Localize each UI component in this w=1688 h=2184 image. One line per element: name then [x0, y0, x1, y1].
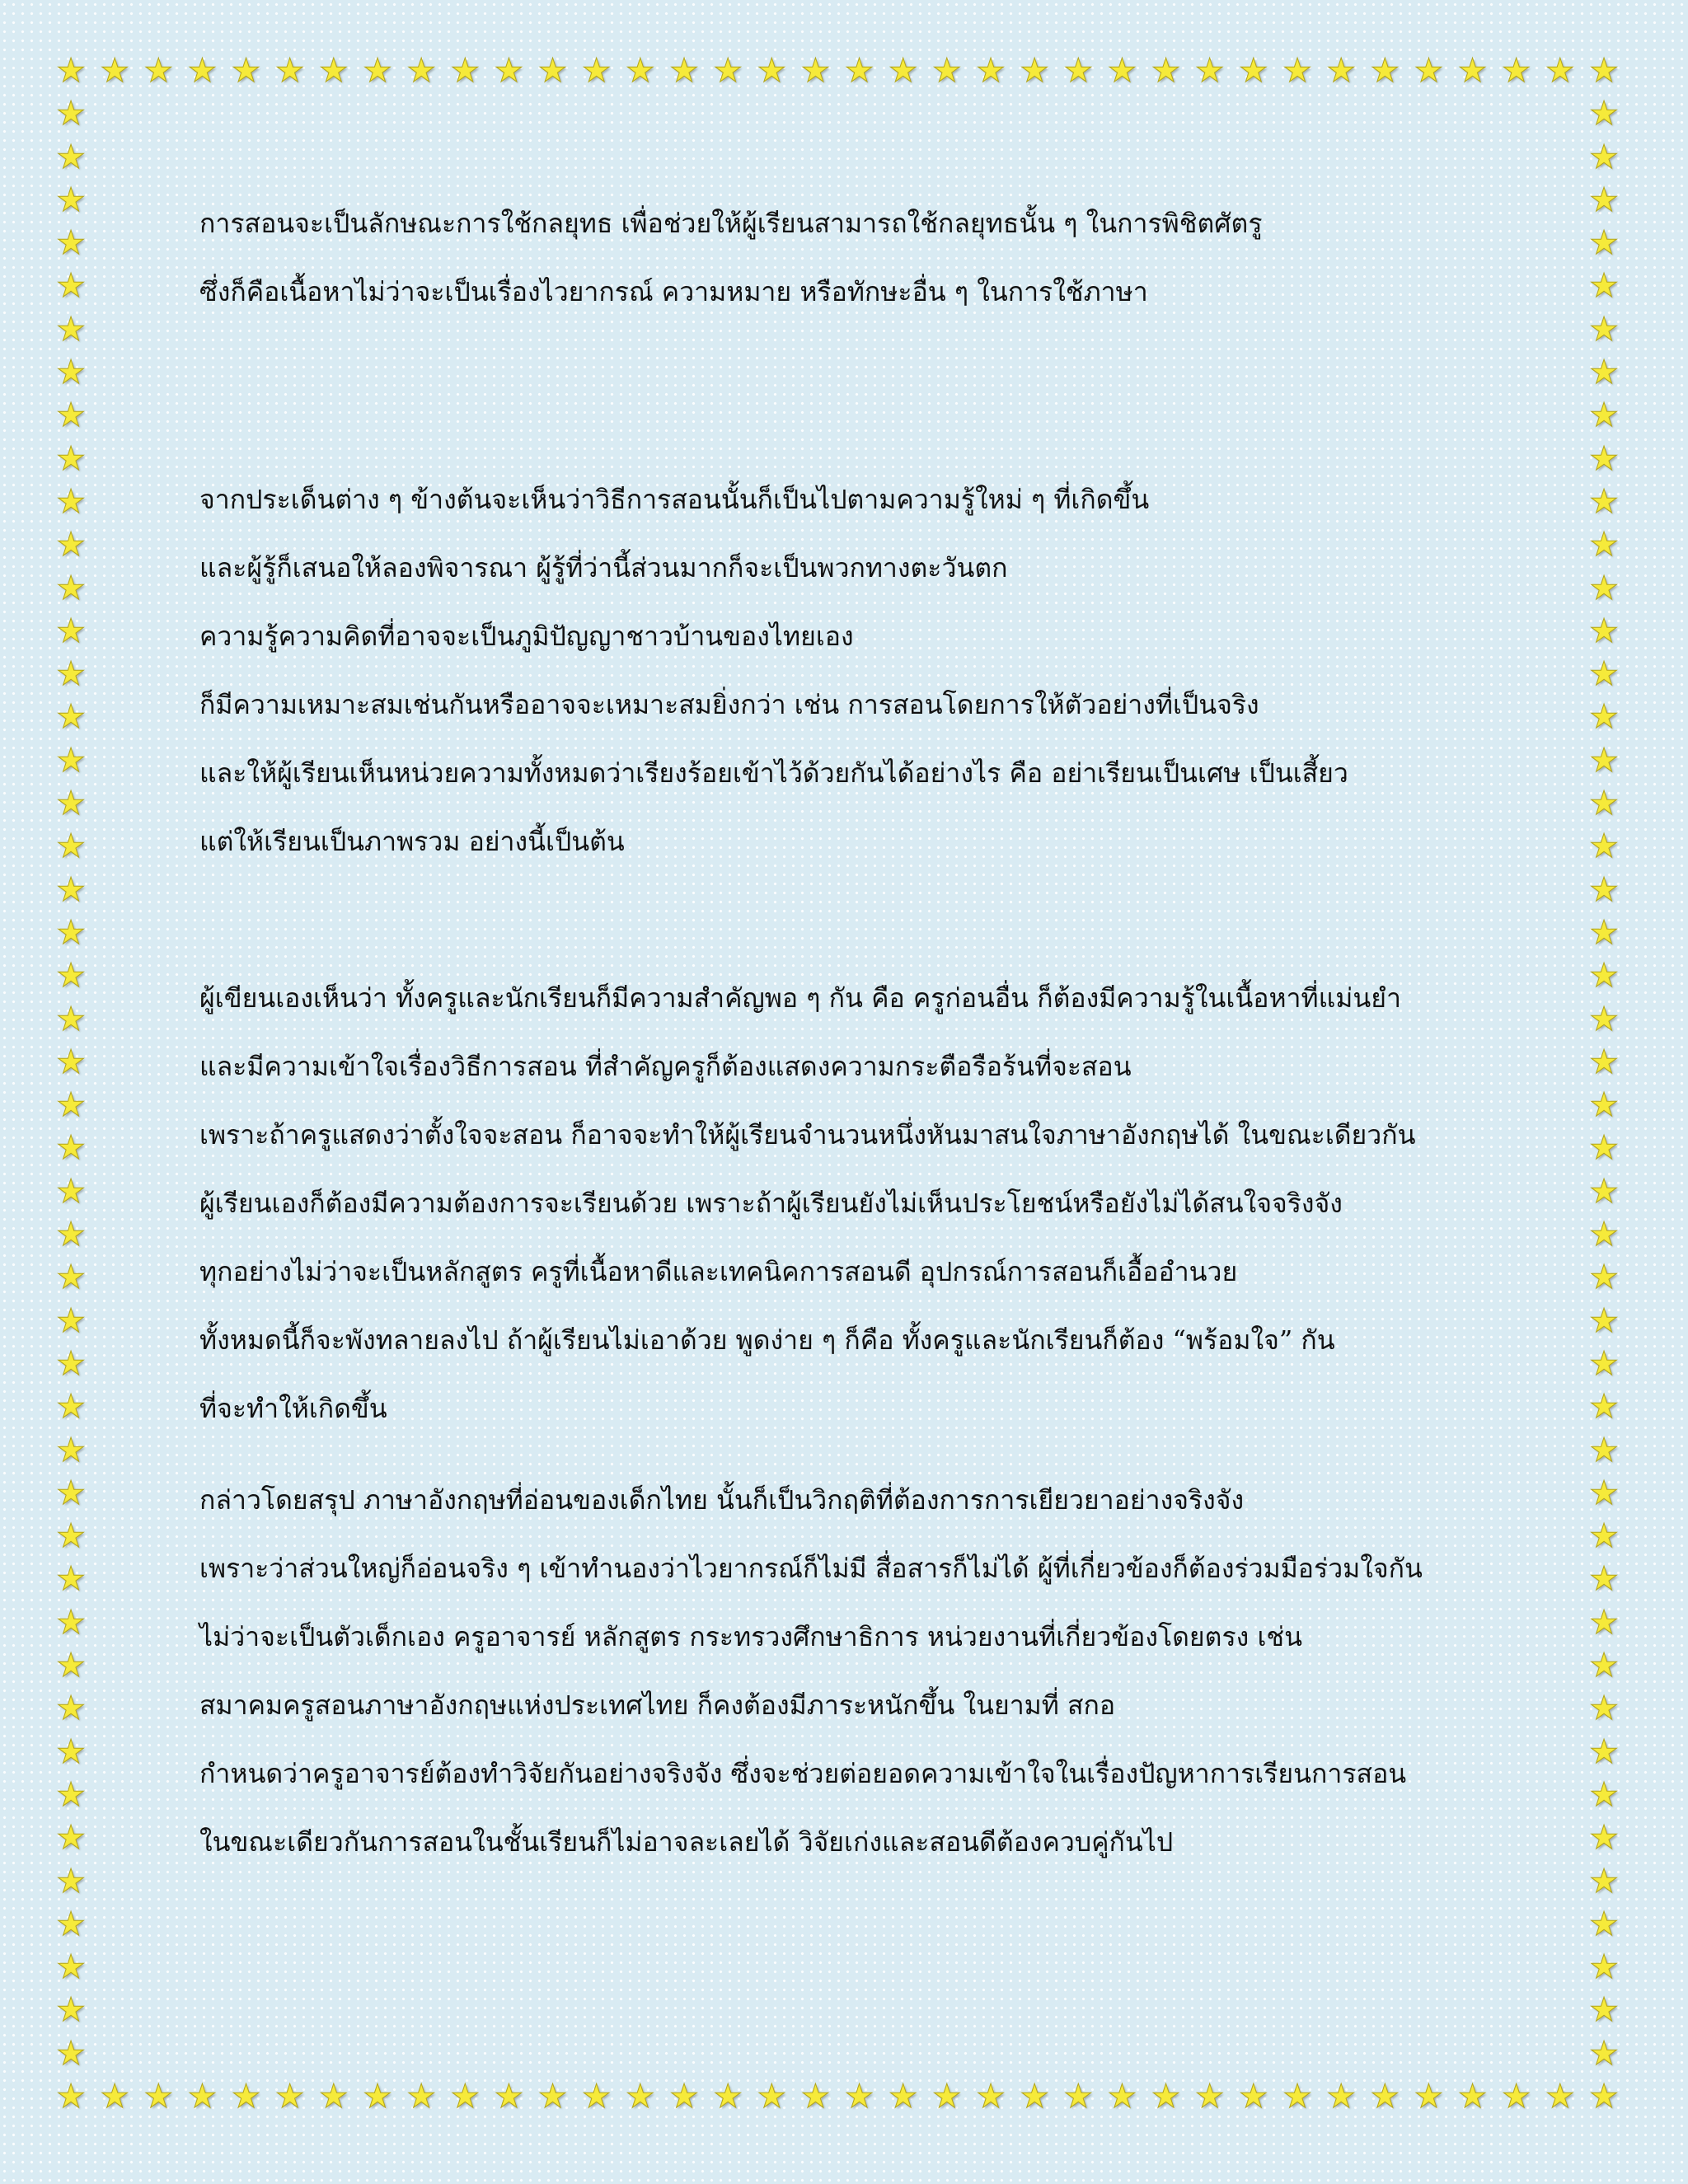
- star-icon: ★: [56, 655, 86, 694]
- star-icon: ★: [56, 1172, 86, 1211]
- star-icon: ★: [231, 2078, 261, 2116]
- star-icon: ★: [1589, 957, 1619, 996]
- star-icon: ★: [1589, 482, 1619, 521]
- star-icon: ★: [56, 913, 86, 952]
- star-icon: ★: [1063, 52, 1094, 90]
- star-icon: ★: [581, 2078, 612, 2116]
- text-line: ผู้เรียนเองก็ต้องมีความต้องการจะเรียนด้วย เพราะถ้าผู้เรียนยังไม่เห็นประโยชน์หรือยังไม่ได้สนใจจริงจัง: [199, 1188, 1343, 1219]
- star-icon: ★: [450, 52, 481, 90]
- star-icon: ★: [56, 1603, 86, 1642]
- star-icon: ★: [56, 267, 86, 306]
- star-icon: ★: [713, 2078, 743, 2116]
- star-icon: ★: [1107, 52, 1137, 90]
- star-icon: ★: [1589, 741, 1619, 780]
- star-icon: ★: [1589, 1129, 1619, 1168]
- star-icon: ★: [1063, 2078, 1094, 2116]
- text-line: เพราะว่าส่วนใหญ่ก็อ่อนจริง ๆ เข้าทำนองว่าไวยากรณ์ก็ไม่มี สื่อสารก็ไม่ได้ ผู้ที่เกี่ยวข้องก็ต้องร่วมมือร่วมใจกัน: [199, 1553, 1423, 1584]
- star-icon: ★: [1589, 526, 1619, 565]
- star-icon: ★: [56, 1560, 86, 1599]
- star-icon: ★: [274, 52, 305, 90]
- star-icon: ★: [1370, 2078, 1400, 2116]
- text-line: ซึ่งก็คือเนื้อหาไม่ว่าจะเป็นเรื่องไวยากรณ์ ความหมาย หรือทักษะอื่น ๆ ในการใช้ภาษา: [199, 276, 1148, 307]
- star-icon: ★: [56, 396, 86, 435]
- star-icon: ★: [1151, 52, 1181, 90]
- star-icon: ★: [581, 52, 612, 90]
- star-icon: ★: [1589, 1258, 1619, 1297]
- star-icon: ★: [143, 52, 174, 90]
- star-icon: ★: [56, 1258, 86, 1297]
- star-icon: ★: [56, 1388, 86, 1427]
- star-icon: ★: [56, 310, 86, 349]
- star-icon: ★: [274, 2078, 305, 2116]
- star-icon: ★: [56, 1000, 86, 1038]
- star-icon: ★: [56, 1301, 86, 1340]
- star-icon: ★: [56, 1991, 86, 2030]
- star-icon: ★: [669, 2078, 699, 2116]
- star-icon: ★: [56, 698, 86, 737]
- star-icon: ★: [187, 2078, 218, 2116]
- text-line: ที่จะทำให้เกิดขึ้น: [199, 1393, 387, 1424]
- star-icon: ★: [669, 52, 699, 90]
- star-icon: ★: [1414, 2078, 1444, 2116]
- star-icon: ★: [1589, 785, 1619, 823]
- star-icon: ★: [56, 482, 86, 521]
- star-icon: ★: [56, 224, 86, 263]
- text-line: ก็มีความเหมาะสมเช่นกันหรืออาจจะเหมาะสมยิ่งกว่า เช่น การสอนโดยการให้ตัวอย่างที่เป็นจริง: [199, 689, 1259, 720]
- star-icon: ★: [713, 52, 743, 90]
- paragraph-4: [199, 1466, 1535, 1877]
- star-icon: ★: [318, 2078, 349, 2116]
- star-icon: ★: [56, 526, 86, 565]
- star-icon: ★: [1589, 396, 1619, 435]
- star-icon: ★: [1282, 52, 1312, 90]
- star-icon: ★: [1589, 224, 1619, 263]
- star-icon: ★: [1589, 180, 1619, 219]
- star-icon: ★: [1545, 2078, 1575, 2116]
- star-icon: ★: [1589, 1216, 1619, 1254]
- star-icon: ★: [1589, 1862, 1619, 1900]
- star-icon: ★: [1501, 2078, 1531, 2116]
- star-icon: ★: [494, 52, 524, 90]
- text-line: ทั้งหมดนี้ก็จะพังทลายลงไป ถ้าผู้เรียนไม่เอาด้วย พูดง่าย ๆ ก็คือ ทั้งครูและนักเรียนก็ต้อง “พร้อมใจ” กัน: [199, 1324, 1335, 1356]
- text-line: แต่ให้เรียนเป็นภาพรวม อย่างนี้เป็นต้น: [199, 826, 625, 857]
- star-icon: ★: [56, 957, 86, 996]
- star-icon: ★: [56, 1862, 86, 1900]
- star-icon: ★: [318, 52, 349, 90]
- star-icon: ★: [494, 2078, 524, 2116]
- star-icon: ★: [1589, 1086, 1619, 1125]
- star-icon: ★: [537, 52, 568, 90]
- star-icon: ★: [56, 1086, 86, 1125]
- text-line: และมีความเข้าใจเรื่องวิธีการสอน ที่สำคัญครูก็ต้องแสดงความกระตือรือร้นที่จะสอน: [199, 1051, 1132, 1082]
- star-icon: ★: [931, 2078, 962, 2116]
- star-icon: ★: [56, 1431, 86, 1469]
- star-icon: ★: [1589, 1474, 1619, 1512]
- star-icon: ★: [1589, 655, 1619, 694]
- star-icon: ★: [56, 180, 86, 219]
- star-icon: ★: [800, 2078, 831, 2116]
- star-icon: ★: [1194, 52, 1225, 90]
- star-icon: ★: [56, 1732, 86, 1771]
- star-icon: ★: [143, 2078, 174, 2116]
- star-icon: ★: [56, 1775, 86, 1814]
- text-line: กล่าวโดยสรุป ภาษาอังกฤษที่อ่อนของเด็กไทย นั้นก็เป็นวิกฤติที่ต้องการการเยียวยาอย่างจริงจัง: [199, 1484, 1245, 1516]
- star-icon: ★: [1589, 1301, 1619, 1340]
- star-icon: ★: [56, 870, 86, 909]
- star-icon: ★: [1020, 2078, 1050, 2116]
- star-icon: ★: [844, 2078, 874, 2116]
- star-icon: ★: [1589, 1905, 1619, 1943]
- text-line: จากประเด็นต่าง ๆ ข้างต้นจะเห็นว่าวิธีการสอนนั้นก็เป็นไปตามความรู้ใหม่ ๆ ที่เกิดขึ้น: [199, 484, 1150, 515]
- star-icon: ★: [56, 827, 86, 866]
- star-icon: ★: [56, 1905, 86, 1943]
- text-line: ผู้เขียนเองเห็นว่า ทั้งครูและนักเรียนก็มีความสำคัญพอ ๆ กัน คือ ครูก่อนอื่น ก็ต้องมีความรู้ในเนื้อหาที่แม่นยำ: [199, 982, 1401, 1014]
- star-icon: ★: [56, 1517, 86, 1556]
- star-icon: ★: [56, 1344, 86, 1383]
- text-line: ทุกอย่างไม่ว่าจะเป็นหลักสูตร ครูที่เนื้อหาดีและเทคนิคการสอนดี อุปกรณ์การสอนก็เอื้ออำนวย: [199, 1256, 1238, 1287]
- star-icon: ★: [1414, 52, 1444, 90]
- star-icon: ★: [56, 785, 86, 823]
- paragraph-3: [199, 964, 1535, 1443]
- star-icon: ★: [1589, 1431, 1619, 1469]
- star-icon: ★: [1020, 52, 1050, 90]
- star-icon: ★: [56, 1819, 86, 1858]
- star-icon: ★: [1589, 870, 1619, 909]
- star-icon: ★: [1545, 52, 1575, 90]
- text-line: เพราะถ้าครูแสดงว่าตั้งใจจะสอน ก็อาจจะทำให้ผู้เรียนจำนวนหนึ่งหันมาสนใจภาษาอังกฤษได้ ในขณะเดียวกัน: [199, 1119, 1416, 1151]
- star-icon: ★: [1589, 612, 1619, 650]
- star-icon: ★: [100, 52, 130, 90]
- star-icon: ★: [844, 52, 874, 90]
- text-line: ไม่ว่าจะเป็นตัวเด็กเอง ครูอาจารย์ หลักสูตร กระทรวงศึกษาธิการ หน่วยงานที่เกี่ยวข้องโดยตรง เช่น: [199, 1621, 1302, 1652]
- star-icon: ★: [1589, 1647, 1619, 1685]
- star-icon: ★: [1238, 52, 1268, 90]
- text-line: ในขณะเดียวกันการสอนในชั้นเรียนก็ไม่อาจละเลยได้ วิจัยเก่งและสอนดีต้องควบคู่กันไป: [199, 1826, 1174, 1858]
- text-line: กำหนดว่าครูอาจารย์ต้องทำวิจัยกันอย่างจริงจัง ซึ่งจะช่วยต่อยอดความเข้าใจในเรื่องปัญหาการเรียนการสอน: [199, 1758, 1407, 1789]
- star-icon: ★: [1589, 1690, 1619, 1728]
- star-icon: ★: [1501, 52, 1531, 90]
- star-icon: ★: [1589, 1603, 1619, 1642]
- star-icon: ★: [1589, 1948, 1619, 1987]
- star-icon: ★: [1107, 2078, 1137, 2116]
- text-line: ความรู้ความคิดที่อาจจะเป็นภูมิปัญญาชาวบ้านของไทยเอง: [199, 621, 854, 652]
- star-icon: ★: [56, 1948, 86, 1987]
- text-line: สมาคมครูสอนภาษาอังกฤษแห่งประเทศไทย ก็คงต้องมีภาระหนักขึ้น ในยามที่ สกอ: [199, 1690, 1116, 1721]
- star-icon: ★: [1326, 52, 1357, 90]
- star-icon: ★: [1589, 1775, 1619, 1814]
- star-icon: ★: [757, 2078, 787, 2116]
- star-icon: ★: [1589, 913, 1619, 952]
- star-icon: ★: [1589, 698, 1619, 737]
- star-icon: ★: [976, 52, 1006, 90]
- star-icon: ★: [56, 1474, 86, 1512]
- star-icon: ★: [976, 2078, 1006, 2116]
- star-icon: ★: [363, 52, 392, 90]
- star-icon: ★: [56, 1647, 86, 1685]
- star-icon: ★: [56, 439, 86, 478]
- star-icon: ★: [537, 2078, 568, 2116]
- star-icon: ★: [56, 354, 86, 392]
- star-icon: ★: [56, 741, 86, 780]
- star-icon: ★: [1589, 1043, 1619, 1081]
- star-icon: ★: [1370, 52, 1400, 90]
- star-icon: ★: [931, 52, 962, 90]
- star-icon: ★: [1589, 827, 1619, 866]
- star-icon: ★: [406, 52, 437, 90]
- star-icon: ★: [56, 2078, 86, 2116]
- star-icon: ★: [56, 1043, 86, 1081]
- star-icon: ★: [1589, 439, 1619, 478]
- star-icon: ★: [1326, 2078, 1357, 2116]
- star-icon: ★: [1589, 1732, 1619, 1771]
- star-icon: ★: [1457, 2078, 1488, 2116]
- star-icon: ★: [1589, 2034, 1619, 2073]
- star-icon: ★: [56, 1690, 86, 1728]
- star-icon: ★: [1589, 267, 1619, 306]
- star-icon: ★: [625, 2078, 655, 2116]
- star-icon: ★: [1589, 138, 1619, 176]
- star-icon: ★: [1589, 95, 1619, 134]
- star-icon: ★: [625, 52, 655, 90]
- star-icon: ★: [1589, 2078, 1619, 2116]
- star-icon: ★: [1151, 2078, 1181, 2116]
- star-icon: ★: [1589, 1991, 1619, 2030]
- star-icon: ★: [187, 52, 218, 90]
- star-icon: ★: [800, 52, 831, 90]
- star-icon: ★: [757, 52, 787, 90]
- paragraph-1: [199, 190, 1535, 326]
- text-line: และผู้รู้ก็เสนอให้ลองพิจารณา ผู้รู้ที่ว่านี้ส่วนมากก็จะเป็นพวกทางตะวันตก: [199, 552, 1008, 583]
- star-icon: ★: [56, 2034, 86, 2073]
- star-icon: ★: [1194, 2078, 1225, 2116]
- star-icon: ★: [231, 52, 261, 90]
- star-icon: ★: [1589, 1560, 1619, 1599]
- paragraph-2: [199, 466, 1535, 876]
- document-body: [199, 190, 1535, 1877]
- star-icon: ★: [1589, 354, 1619, 392]
- star-icon: ★: [888, 52, 918, 90]
- star-icon: ★: [100, 2078, 130, 2116]
- star-icon: ★: [1589, 1172, 1619, 1211]
- star-icon: ★: [56, 52, 86, 90]
- star-icon: ★: [1282, 2078, 1312, 2116]
- star-icon: ★: [406, 2078, 437, 2116]
- star-icon: ★: [56, 138, 86, 176]
- star-icon: ★: [1238, 2078, 1268, 2116]
- star-icon: ★: [1589, 1517, 1619, 1556]
- star-icon: ★: [56, 1129, 86, 1168]
- star-icon: ★: [56, 1216, 86, 1254]
- star-icon: ★: [450, 2078, 481, 2116]
- star-icon: ★: [1457, 52, 1488, 90]
- star-icon: ★: [56, 569, 86, 607]
- star-icon: ★: [56, 612, 86, 650]
- text-line: และให้ผู้เรียนเห็นหน่วยความทั้งหมดว่าเรียงร้อยเข้าไว้ด้วยกันได้อย่างไร คือ อย่าเรียนเป็นเศษ เป็นเสี้ยว: [199, 757, 1348, 789]
- star-icon: ★: [1589, 569, 1619, 607]
- star-icon: ★: [1589, 1388, 1619, 1427]
- star-icon: ★: [1589, 52, 1619, 90]
- star-icon: ★: [1589, 1344, 1619, 1383]
- star-icon: ★: [363, 2078, 392, 2116]
- star-icon: ★: [1589, 310, 1619, 349]
- star-icon: ★: [56, 95, 86, 134]
- star-icon: ★: [888, 2078, 918, 2116]
- star-icon: ★: [1589, 1000, 1619, 1038]
- star-icon: ★: [1589, 1819, 1619, 1858]
- text-line: การสอนจะเป็นลักษณะการใช้กลยุทธ เพื่อช่วยให้ผู้เรียนสามารถใช้กลยุทธนั้น ๆ ในการพิชิตศัตรู: [199, 208, 1263, 239]
